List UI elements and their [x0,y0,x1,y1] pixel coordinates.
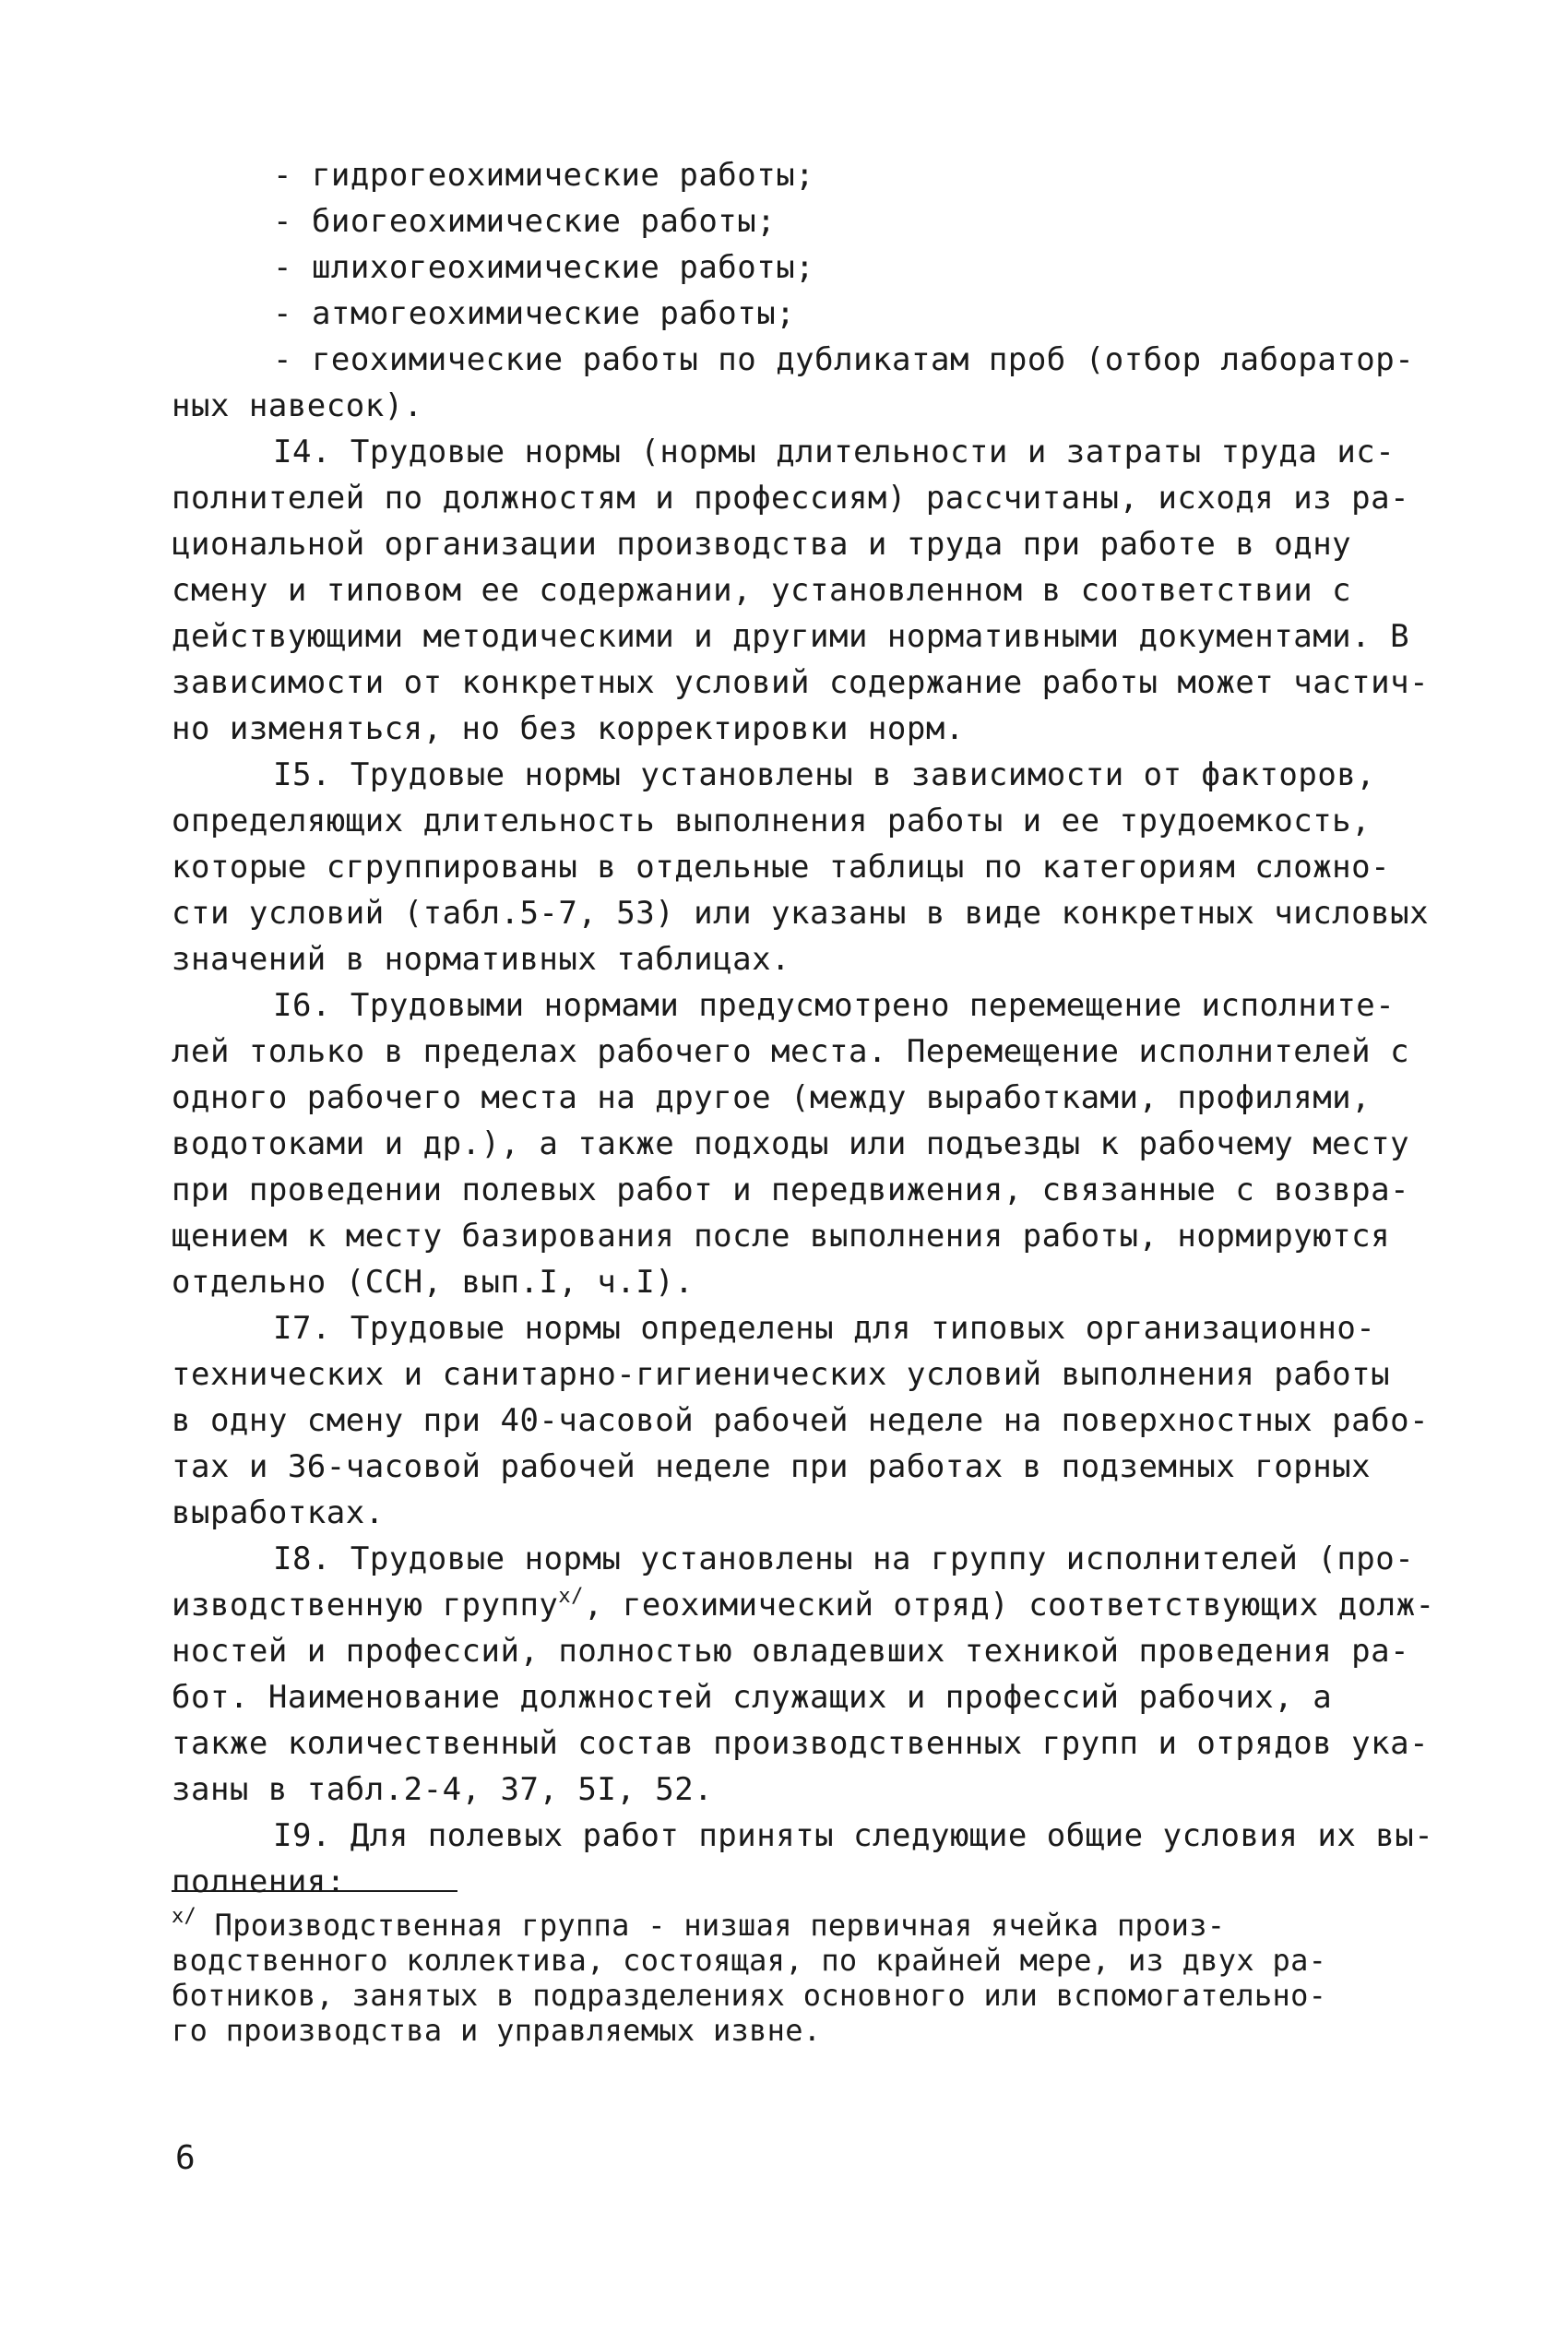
paragraph-line: при проведении полевых работ и передвижения, связанные с возвра- [172,1172,1410,1208]
line-text: изводственную группу [172,1587,559,1624]
paragraph-line: I7. Трудовые нормы определены для типовых организационно- [273,1310,1376,1347]
paragraph-line: щением к месту базирования после выполнения работы, нормируются [172,1218,1391,1255]
line-text: Производственная группа - низшая первичная ячейка произ- [196,1908,1226,1943]
paragraph-line: тах и 36-часовой рабочей неделе при работах в подземных горных [172,1448,1372,1485]
footnote-line [172,1905,1408,1943]
paragraph-line: значений в нормативных таблицах. [172,941,791,978]
footnote-line: ботников, занятых в подразделениях основного или вспомогательно- [172,1978,1327,2013]
paragraph-line: технических и санитарно-гигиенических условий выполнения работы [172,1356,1391,1393]
paragraph-line: I9. Для полевых работ приняты следующие общие условия их вы- [273,1817,1434,1854]
paragraph-line: I5. Трудовые нормы установлены в зависимости от факторов, [273,756,1376,793]
list-item-continuation: ных навесок). [172,387,423,424]
footnote-reference-mark: х/ [558,1585,584,1608]
paragraph-line: полнителей по должностям и профессиям) рассчитаны, исходя из ра- [172,480,1410,517]
paragraph-line: одного рабочего места на другое (между выработками, профилями, [172,1079,1372,1116]
paragraph-line: I6. Трудовыми нормами предусмотрено перемещение исполните- [273,987,1396,1024]
paragraph-line: водотоками и др.), а также подходы или подъезды к рабочему месту [172,1125,1410,1162]
list-item: - геохимические работы по дубликатам проб (отбор лаборатор- [273,341,1415,378]
footnote-mark: х/ [172,1905,197,1928]
line-text: , геохимический отряд) соответствующих долж- [583,1587,1435,1624]
paragraph-line: ностей и профессий, полностью овладевших техникой проведения ра- [172,1633,1410,1670]
paragraph-15 [172,752,1430,982]
paragraph-line: сти условий (табл.5-7, 53) или указаны в виде конкретных числовых [172,895,1430,932]
paragraph-line: в одну смену при 40-часовой рабочей неделе на поверхностных рабо- [172,1402,1430,1439]
list-item: - атмогеохимические работы; [273,295,796,332]
paragraph-line: действующими методическими и другими нормативными документами. В [172,618,1410,655]
page-number: 6 [175,2139,196,2177]
list-item: - гидрогеохимические работы; [273,157,815,194]
paragraph-line: I4. Трудовые нормы (нормы длительности и затраты труда ис- [273,434,1396,470]
paragraph-line: также количественный состав производственных групп и отрядов ука- [172,1725,1430,1762]
footnote-line: го производства и управляемых извне. [172,2013,822,2048]
paragraph-line: лей только в пределах рабочего места. Перемещение исполнителей с [172,1033,1410,1070]
paragraph-14 [172,429,1430,752]
paragraph-16 [172,982,1408,1305]
body-text [172,152,1435,1905]
paragraph-line: отдельно (ССН, вып.I, ч.I). [172,1264,695,1301]
footnote [172,1905,1408,2048]
footnote-line: водственного коллектива, состоящая, по крайней мере, из двух ра- [172,1943,1327,1978]
paragraph-line: заны в табл.2-4, 37, 5I, 52. [172,1771,714,1808]
paragraph-line: циональной организации производства и труда при работе в одну [172,526,1352,563]
paragraph-line: выработках. [172,1494,385,1531]
paragraph-line: зависимости от конкретных условий содержание работы может частич- [172,664,1430,701]
paragraph-line: I8. Трудовые нормы установлены на группу исполнителей (про- [273,1541,1415,1577]
list-item: - шлихогеохимические работы; [273,249,815,286]
paragraph-line: но изменяться, но без корректировки норм. [172,710,965,747]
paragraph-line [172,1582,1435,1628]
list-item: - биогеохимические работы; [273,203,777,240]
paragraph-line: которые сгруппированы в отдельные таблицы по категориям сложно- [172,849,1391,886]
paragraph-line: смену и типовом ее содержании, установленном в соответствии с [172,572,1352,609]
work-types-list [172,152,1415,429]
paragraph-line: бот. Наименование должностей служащих и профессий рабочих, а [172,1679,1333,1716]
footnote-divider [172,1890,457,1892]
paragraph-line: полнения: [172,1863,346,1900]
paragraph-18 [172,1536,1435,1813]
paragraph-17 [172,1305,1430,1536]
paragraph-line: определяющих длительность выполнения работы и ее трудоемкость, [172,803,1372,839]
